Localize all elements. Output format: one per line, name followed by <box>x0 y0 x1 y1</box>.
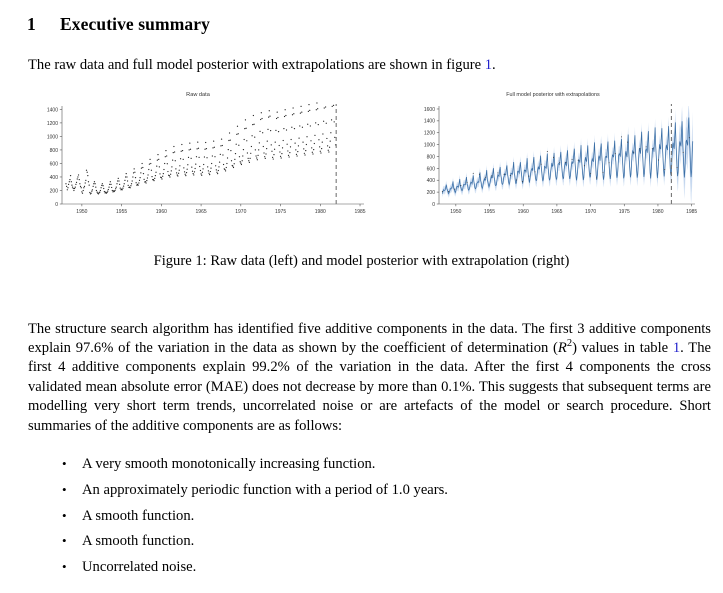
figure-reference-link[interactable]: 1 <box>484 56 493 73</box>
r-squared-exponent: 2 <box>566 338 573 350</box>
list-item <box>60 504 710 530</box>
r-squared-symbol: R <box>557 340 567 356</box>
svg-text:1600: 1600 <box>423 106 435 113</box>
svg-text:1400: 1400 <box>46 107 58 114</box>
svg-text:800: 800 <box>49 147 58 154</box>
list-item <box>60 452 710 478</box>
list-item <box>60 529 710 555</box>
body-paragraph <box>28 320 711 436</box>
svg-text:1950: 1950 <box>450 209 462 215</box>
svg-text:200: 200 <box>426 190 435 197</box>
svg-text:600: 600 <box>49 161 58 168</box>
svg-text:1985: 1985 <box>354 209 366 215</box>
chart-title-left: Raw data <box>186 92 210 98</box>
svg-text:1400: 1400 <box>423 118 435 125</box>
scatter-points <box>65 102 336 194</box>
svg-text:1200: 1200 <box>423 130 435 137</box>
chart-title-right: Full model posterior with extrapolations <box>506 92 600 98</box>
svg-text:1955: 1955 <box>483 209 496 215</box>
svg-text:1985: 1985 <box>686 209 698 215</box>
svg-text:1000: 1000 <box>46 134 58 141</box>
svg-text:1960: 1960 <box>517 209 529 215</box>
svg-text:1970: 1970 <box>585 209 597 215</box>
body-text-part3: . The first 4 additive components explain 99.2% of the variation in the data. After the first 4 components the cross validated mean absolute error (MAE) does not decrease by more than 0.1%. This suggests that subsequent terms are modelling very short term trends, uncorrelated noise or are artefacts of the model or search procedure. Short summaries of the additive components are as follows: <box>28 340 711 434</box>
posterior-mean-line <box>442 118 692 194</box>
list-item <box>60 478 710 504</box>
body-text-part1: The structure search algorithm has identified five additive components in the data. The first 3 additive components explain 97.6% of the variation in the data as shown by the coefficient of determination ( <box>28 320 711 356</box>
svg-text:600: 600 <box>426 166 435 173</box>
intro-paragraph <box>28 56 711 75</box>
svg-text:0: 0 <box>432 201 435 208</box>
svg-text:1200: 1200 <box>46 120 58 127</box>
svg-text:1960: 1960 <box>155 209 167 215</box>
section-title: Executive summary <box>60 13 210 34</box>
svg-text:1980: 1980 <box>314 209 326 215</box>
svg-text:200: 200 <box>49 188 58 195</box>
figure-caption-text: Raw data (left) and model posterior with extrapolation (right) <box>210 253 570 269</box>
svg-text:400: 400 <box>426 178 435 185</box>
svg-text:1975: 1975 <box>618 209 630 215</box>
list-item-label: A smooth function. <box>82 533 195 550</box>
axes-left <box>47 106 366 215</box>
list-item <box>60 555 710 581</box>
intro-text-before: The raw data and full model posterior with extrapolations are shown in figure <box>28 56 485 73</box>
figure-caption-label: Figure 1: <box>153 253 207 269</box>
svg-text:1965: 1965 <box>195 209 207 215</box>
svg-text:800: 800 <box>426 154 435 161</box>
raw-data-chart <box>24 86 372 228</box>
intro-text-after: . <box>492 56 496 73</box>
section-number: 1 <box>27 13 36 34</box>
svg-text:400: 400 <box>49 174 58 181</box>
svg-text:1980: 1980 <box>652 209 664 215</box>
raw-data-svg <box>24 86 372 228</box>
posterior-chart <box>403 86 703 228</box>
table-reference-link[interactable]: 1 <box>672 340 681 356</box>
body-text-part2: ) values in table <box>572 340 673 356</box>
svg-text:1975: 1975 <box>274 209 287 215</box>
svg-text:1955: 1955 <box>116 209 128 215</box>
posterior-svg <box>403 86 703 228</box>
svg-text:1950: 1950 <box>76 209 88 215</box>
svg-text:1970: 1970 <box>235 209 247 215</box>
component-summary-list <box>60 452 710 581</box>
svg-text:1000: 1000 <box>423 142 435 149</box>
figure-caption <box>0 253 723 270</box>
svg-text:1965: 1965 <box>551 209 563 215</box>
section-heading <box>27 14 210 35</box>
list-item-label: A smooth function. <box>82 507 195 524</box>
list-item-label: A very smooth monotonically increasing function. <box>82 456 376 472</box>
list-item-label: Uncorrelated noise. <box>82 559 197 576</box>
svg-text:0: 0 <box>55 201 58 208</box>
list-item-label: An approximately periodic function with a period of 1.0 years. <box>82 481 448 498</box>
figure-block <box>0 86 723 231</box>
